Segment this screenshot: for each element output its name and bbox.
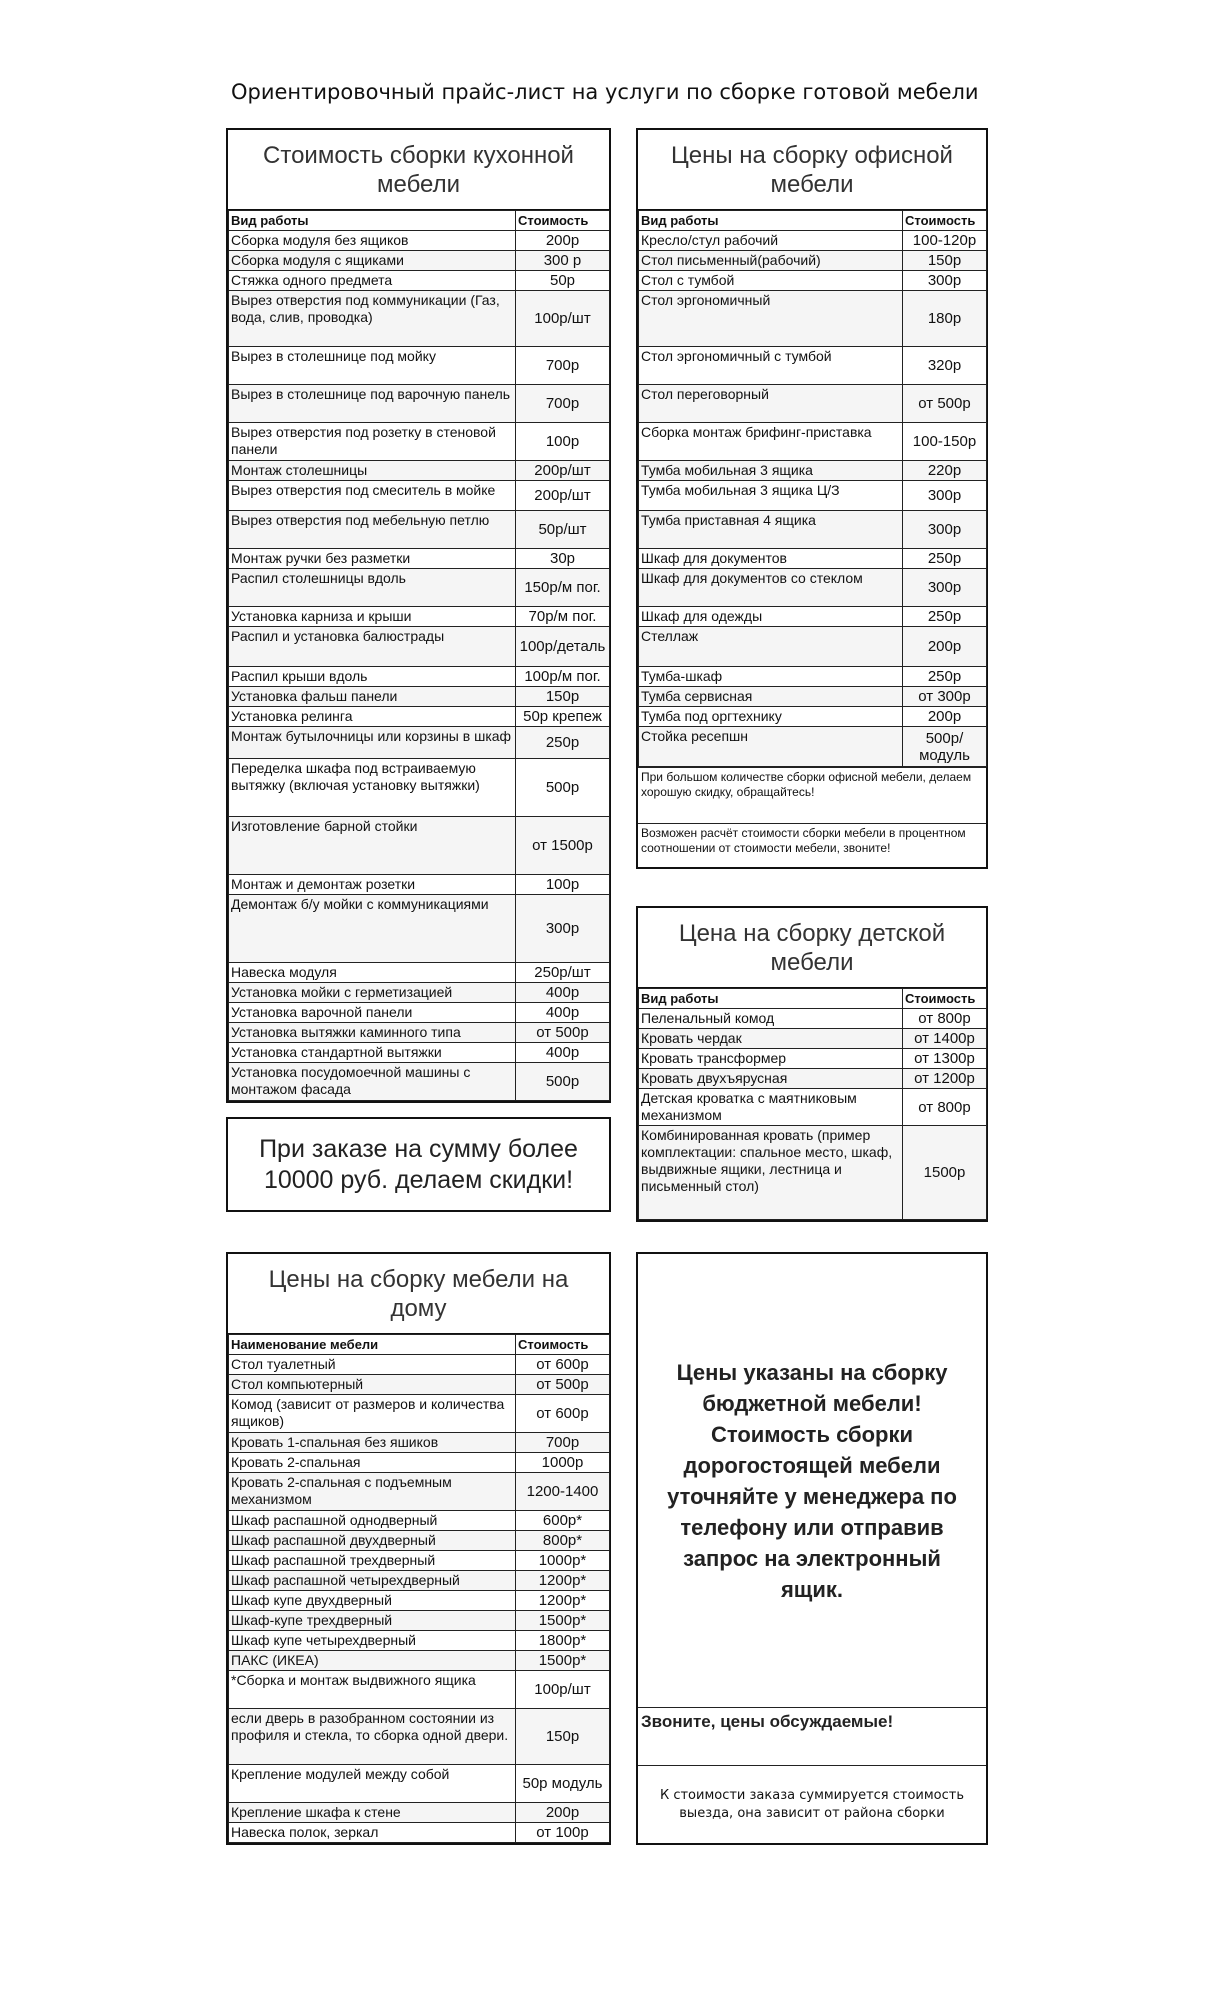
service-name: Демонтаж б/у мойки с коммуникациями [229,895,516,963]
service-name: Шкаф распашной двухдверный [229,1531,516,1551]
table-row [229,727,610,759]
service-name: Кровать 2-спальная [229,1453,516,1473]
budget-furniture-notice: Цены указаны на сборку бюджетной мебели! Стоимость сборки дорогостоящей мебели уточняйте у менеджера по телефону или отправив запрос на электронный ящик. [638,1254,986,1708]
table-row [229,1023,610,1043]
service-price: от 1500р [516,817,610,875]
table-row [229,1631,610,1651]
table-row [639,667,987,687]
service-name: Стойка ресепшн [639,727,903,767]
service-name: Комод (зависит от размеров и количества ящиков) [229,1395,516,1433]
table-row [229,291,610,347]
service-price: 1000р* [516,1551,610,1571]
service-price: 200р/шт [516,461,610,481]
service-price: 30р [516,549,610,569]
service-price: 50р/шт [516,511,610,549]
column-header-name: Вид работы [639,211,903,231]
service-price: 200р [516,231,610,251]
service-name: Монтаж бутылочницы или корзины в шкаф [229,727,516,759]
table-row [229,1551,610,1571]
service-name: Шкаф распашной трехдверный [229,1551,516,1571]
table-row [639,687,987,707]
service-price: 500р/модуль [903,727,987,767]
service-price: 1200р* [516,1591,610,1611]
table-row [229,1511,610,1531]
service-name: Установка стандартной вытяжки [229,1043,516,1063]
table-row [639,549,987,569]
service-price: 50р модуль [516,1765,610,1803]
office-price-table [638,210,987,767]
service-name: Кровать двухъярусная [639,1069,903,1089]
table-row [229,817,610,875]
table-row [639,1089,987,1126]
table-row [639,511,987,549]
table-row [229,569,610,607]
service-name: Шкаф для одежды [639,607,903,627]
table-row [229,607,610,627]
service-name: Тумба-шкаф [639,667,903,687]
service-price: от 500р [903,385,987,423]
column-header-price: Стоимость [516,1335,610,1355]
service-price: 1200-1400 [516,1473,610,1511]
document-title: Ориентировочный прайс-лист на услуги по сборке готовой мебели [231,80,979,104]
service-price: 250р/шт [516,963,610,983]
service-price: от 600р [516,1355,610,1375]
service-name: Крепление шкафа к стене [229,1803,516,1823]
service-price: 100-120р [903,231,987,251]
service-price: 220р [903,461,987,481]
service-price: 300р [516,895,610,963]
table-row [639,627,987,667]
travel-cost-notice: К стоимости заказа суммируется стоимость выезда, она зависит от района сборки [659,1787,965,1821]
service-price: 200р/шт [516,481,610,511]
kids-heading: Цена на сборку детской мебели [638,908,986,988]
office-heading: Цены на сборку офисной мебели [638,130,986,210]
table-row [639,1029,987,1049]
service-name: Стяжка одного предмета [229,271,516,291]
column-header-name: Наименование мебели [229,1335,516,1355]
service-name: Шкаф-купе трехдверный [229,1611,516,1631]
service-price: 200р [516,1803,610,1823]
table-row [639,291,987,347]
service-name: Вырез отверстия под смеситель в мойке [229,481,516,511]
column-header-price: Стоимость [903,989,987,1009]
service-name: Монтаж столешницы [229,461,516,481]
service-price: 400р [516,1043,610,1063]
service-price: 100р/шт [516,1671,610,1709]
service-name: Тумба сервисная [639,687,903,707]
service-name: Стол эргономичный с тумбой [639,347,903,385]
service-price: 1500р* [516,1651,610,1671]
table-row [229,1765,610,1803]
service-name: Стол переговорный [639,385,903,423]
table-row [229,667,610,687]
table-row [639,707,987,727]
home-price-table [228,1334,610,1843]
service-price: от 1400р [903,1029,987,1049]
service-price: 700р [516,347,610,385]
service-name: *Сборка и монтаж выдвижного ящика [229,1671,516,1709]
service-name: Стеллаж [639,627,903,667]
service-name: Сборка модуля без ящиков [229,231,516,251]
service-price: от 100р [516,1823,610,1843]
service-name: Шкаф для документов со стеклом [639,569,903,607]
service-price: 150р [903,251,987,271]
service-name: Монтаж и демонтаж розетки [229,875,516,895]
table-row [229,1003,610,1023]
kitchen-price-block [226,128,611,1103]
service-price: 200р [903,627,987,667]
table-row [229,347,610,385]
table-row [229,1043,610,1063]
service-name: Установка фальш панели [229,687,516,707]
service-price: 100р [516,875,610,895]
service-price: 100-150р [903,423,987,461]
service-price: 250р [516,727,610,759]
service-price: от 1300р [903,1049,987,1069]
table-row [639,727,987,767]
kitchen-price-table [228,210,610,1101]
column-header-name: Вид работы [639,989,903,1009]
table-row [639,481,987,511]
service-name: Стол компьютерный [229,1375,516,1395]
table-row [229,1823,610,1843]
service-name: Стол письменный(рабочий) [639,251,903,271]
service-price: 800р* [516,1531,610,1551]
service-name: если дверь в разобранном состоянии из профиля и стекла, то сборка одной двери. [229,1709,516,1765]
service-name: Установка релинга [229,707,516,727]
service-price: 150р [516,687,610,707]
table-row [639,1049,987,1069]
table-row [639,1126,987,1220]
service-name: Вырез в столешнице под варочную панель [229,385,516,423]
service-price: 300р [903,511,987,549]
table-header-row [229,1335,610,1355]
table-row [229,1355,610,1375]
table-row [229,895,610,963]
service-name: Навеска модуля [229,963,516,983]
home-heading: Цены на сборку мебели на дому [228,1254,609,1334]
table-row [229,1531,610,1551]
table-row [229,385,610,423]
service-name: Комбинированная кровать (пример комплектации: спальное место, шкаф, выдвижные ящики, лестница и письменный стол) [639,1126,903,1220]
service-price: от 800р [903,1089,987,1126]
service-price: 500р [516,759,610,817]
service-name: Кровать 1-спальная без яшиков [229,1433,516,1453]
service-name: Шкаф распашной однодверный [229,1511,516,1531]
service-price: 300 р [516,251,610,271]
service-name: Монтаж ручки без разметки [229,549,516,569]
table-row [639,347,987,385]
service-price: 300р [903,481,987,511]
service-name: Тумба приставная 4 ящика [639,511,903,549]
column-header-price: Стоимость [903,211,987,231]
table-row [229,1395,610,1433]
table-row [229,759,610,817]
service-price: 100р/м пог. [516,667,610,687]
service-price: 300р [903,569,987,607]
office-note-percent: Возможен расчёт стоимости сборки мебели в процентном соотношении от стоимости мебели, звоните! [638,823,986,867]
service-name: Переделка шкафа под встраиваемую вытяжку (включая установку вытяжки) [229,759,516,817]
table-row [229,251,610,271]
table-row [229,481,610,511]
service-price: 150р [516,1709,610,1765]
service-price: 1000р [516,1453,610,1473]
service-name: Вырез отверстия под розетку в стеновой панели [229,423,516,461]
service-price: 400р [516,1003,610,1023]
service-name: Тумба мобильная 3 ящика Ц/З [639,481,903,511]
table-header-row [639,989,987,1009]
service-price: от 500р [516,1375,610,1395]
service-name: Установка мойки с герметизацией [229,983,516,1003]
service-price: 300р [903,271,987,291]
service-price: 700р [516,385,610,423]
service-name: Вырез в столешнице под мойку [229,347,516,385]
table-row [229,511,610,549]
service-name: Кресло/стул рабочий [639,231,903,251]
kids-price-block [636,906,988,1222]
column-header-price: Стоимость [516,211,610,231]
table-row [229,1063,610,1101]
table-row [229,1453,610,1473]
table-row [229,1433,610,1453]
table-row [639,423,987,461]
service-price: 250р [903,607,987,627]
service-price: от 800р [903,1009,987,1029]
table-row [229,461,610,481]
column-header-name: Вид работы [229,211,516,231]
table-row [639,569,987,607]
table-row [639,231,987,251]
table-row [229,687,610,707]
service-price: от 1200р [903,1069,987,1089]
service-price: 100р/шт [516,291,610,347]
table-row [639,461,987,481]
table-header-row [229,211,610,231]
service-price: 1200р* [516,1571,610,1591]
service-name: Установка вытяжки каминного типа [229,1023,516,1043]
table-row [639,385,987,423]
service-price: 1500р* [516,1611,610,1631]
service-name: Кровать чердак [639,1029,903,1049]
service-price: 70р/м пог. [516,607,610,627]
table-row [639,607,987,627]
table-row [639,1009,987,1029]
table-row [229,1591,610,1611]
discount-promo: При заказе на сумму более 10000 руб. делаем скидки! [226,1117,611,1212]
service-name: Тумба мобильная 3 ящика [639,461,903,481]
table-row [229,1375,610,1395]
table-row [639,271,987,291]
service-price: 50р [516,271,610,291]
service-price: 700р [516,1433,610,1453]
service-name: Изготовление барной стойки [229,817,516,875]
service-price: 1500р [903,1126,987,1220]
service-price: 250р [903,667,987,687]
service-name: Шкаф купе четырехдверный [229,1631,516,1651]
table-row [229,1651,610,1671]
service-price: 250р [903,549,987,569]
service-price: 180р [903,291,987,347]
table-row [229,1709,610,1765]
table-row [229,231,610,251]
service-name: Вырез отверстия под мебельную петлю [229,511,516,549]
table-header-row [639,211,987,231]
service-price: 150р/м пог. [516,569,610,607]
table-row [229,1611,610,1631]
table-row [229,875,610,895]
table-row [229,627,610,667]
table-row [229,1803,610,1823]
service-price: 100р [516,423,610,461]
service-name: Сборка модуля с ящиками [229,251,516,271]
table-row [229,423,610,461]
table-row [229,549,610,569]
service-price: 100р/деталь [516,627,610,667]
service-name: Стол туалетный [229,1355,516,1375]
service-name: Распил и установка балюстрады [229,627,516,667]
office-note-discount: При большом количестве сборки офисной мебели, делаем хорошую скидку, обращайтесь! [638,767,986,823]
service-name: Шкаф для документов [639,549,903,569]
call-us-notice: Звоните, цены обсуждаемые! [638,1708,986,1766]
service-price: от 500р [516,1023,610,1043]
service-name: Крепление модулей между собой [229,1765,516,1803]
home-price-block [226,1252,611,1845]
service-name: Кровать трансформер [639,1049,903,1069]
kitchen-heading: Стоимость сборки кухонной мебели [228,130,609,210]
service-name: Установка посудомоечной машины с монтажом фасада [229,1063,516,1101]
service-price: 320р [903,347,987,385]
service-name: ПАКС (ИКЕА) [229,1651,516,1671]
table-row [229,271,610,291]
service-name: Навеска полок, зеркал [229,1823,516,1843]
service-name: Тумба под оргтехнику [639,707,903,727]
info-block [636,1252,988,1845]
service-price: 50р крепеж [516,707,610,727]
service-name: Распил крыши вдоль [229,667,516,687]
service-name: Детская кроватка с маятниковым механизмом [639,1089,903,1126]
service-name: Стол эргономичный [639,291,903,347]
service-name: Установка варочной панели [229,1003,516,1023]
service-price: от 600р [516,1395,610,1433]
service-name: Пеленальный комод [639,1009,903,1029]
service-name: Кровать 2-спальная с подъемным механизмом [229,1473,516,1511]
service-name: Установка карниза и крыши [229,607,516,627]
service-price: 500р [516,1063,610,1101]
table-row [229,1571,610,1591]
service-price: 1800р* [516,1631,610,1651]
table-row [639,251,987,271]
service-name: Вырез отверстия под коммуникации (Газ, вода, слив, проводка) [229,291,516,347]
service-name: Шкаф купе двухдверный [229,1591,516,1611]
table-row [229,707,610,727]
kids-price-table [638,988,987,1220]
service-name: Сборка монтаж брифинг-приставка [639,423,903,461]
service-price: 400р [516,983,610,1003]
service-price: 200р [903,707,987,727]
table-row [639,1069,987,1089]
table-row [229,963,610,983]
service-name: Стол с тумбой [639,271,903,291]
table-row [229,983,610,1003]
service-price: 600р* [516,1511,610,1531]
table-row [229,1671,610,1709]
service-name: Распил столешницы вдоль [229,569,516,607]
service-name: Шкаф распашной четырехдверный [229,1571,516,1591]
table-row [229,1473,610,1511]
office-price-block [636,128,988,869]
service-price: от 300р [903,687,987,707]
